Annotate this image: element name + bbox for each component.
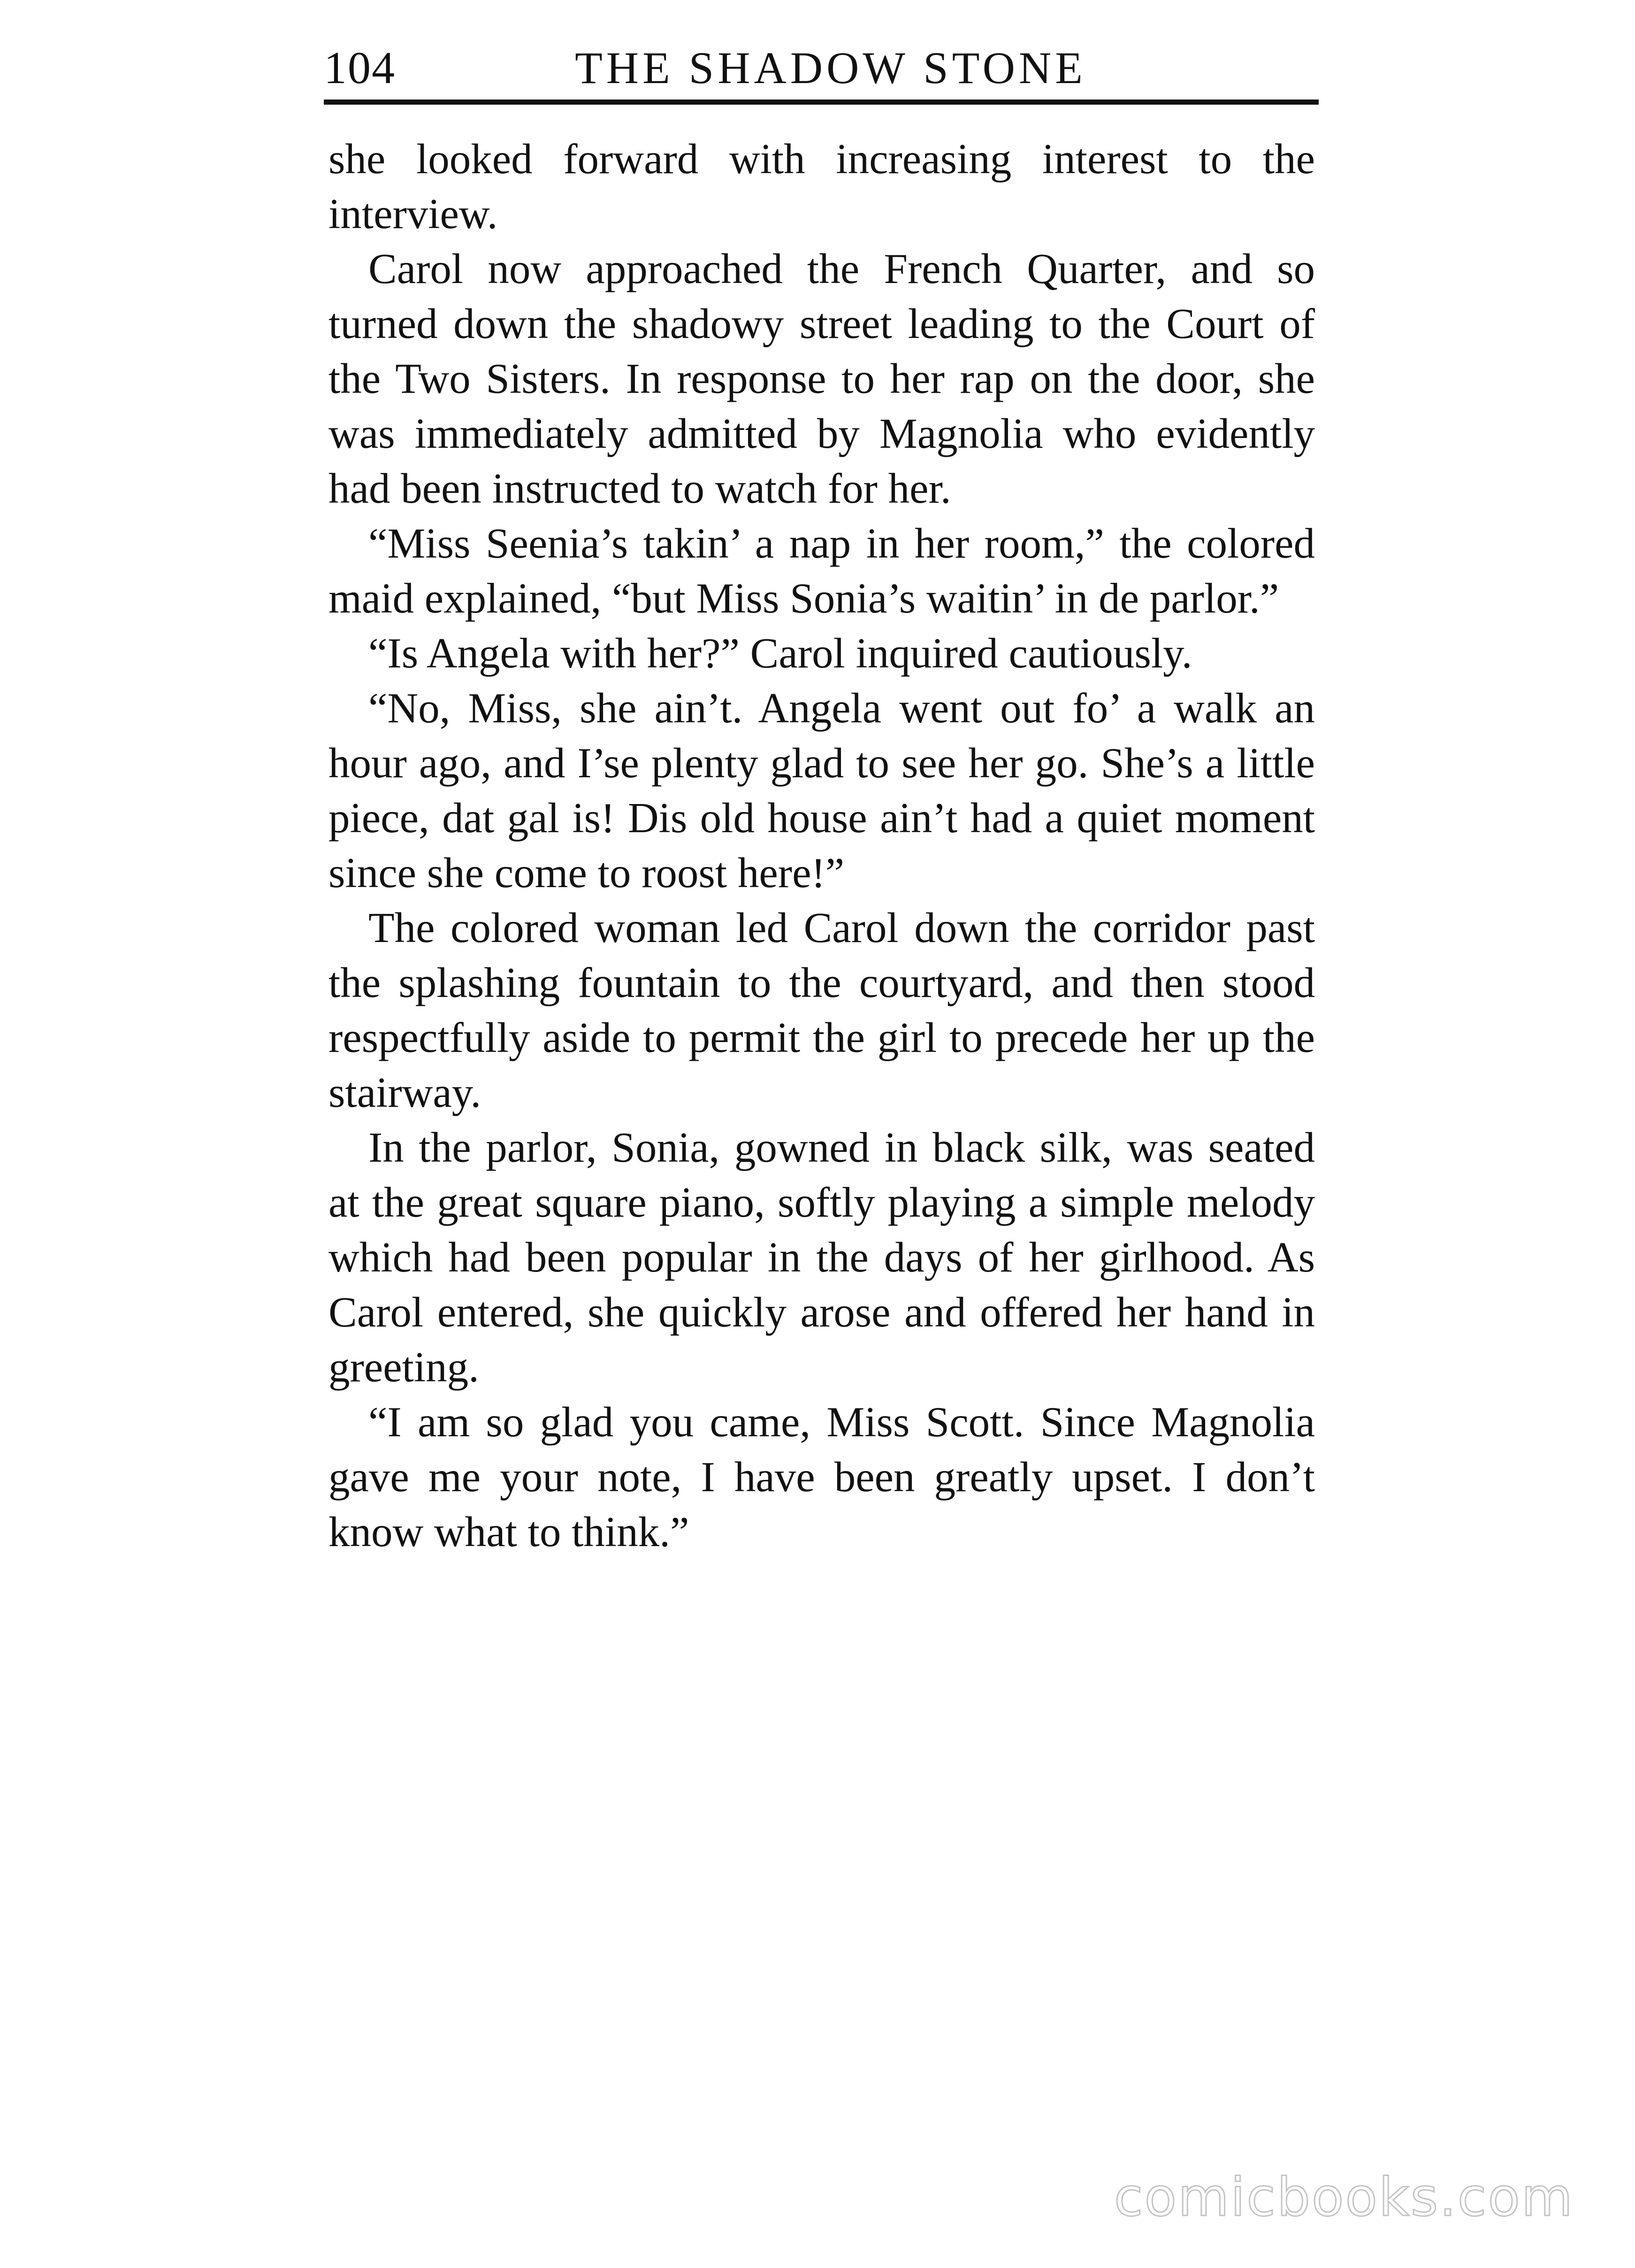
paragraph-7: In the parlor, Sonia, gowned in black silk, was seated at the great square piano, softly playing a simple melody which had been popular in the days of her girlhood. As Carol entered, she quickly arose and offered her hand in greeting.: [329, 1124, 1315, 1391]
paragraph-4: “Is Angela with her?” Carol inquired cautiously.: [368, 629, 1192, 677]
paragraph-1: she looked forward with increasing interest to the interview.: [329, 135, 1315, 238]
watermark: comicbooks.com: [1114, 2167, 1574, 2228]
page-header: [324, 33, 1319, 103]
paragraph-6: The colored woman led Carol down the corridor past the splashing fountain to the courtyard, and then stood respectfully aside to permit the girl to precede her up the stairway.: [329, 904, 1315, 1116]
header-rule: [324, 100, 1319, 105]
paragraph-2: Carol now approached the French Quarter, and so turned down the shadowy street leading to the Court of the Two Sisters. In response to her rap on the door, she was immediately admitted by Magnolia who evidently had been instructed to watch for her.: [329, 245, 1315, 512]
body-text: [329, 131, 1315, 1559]
paragraph-5: “No, Miss, she ain’t. Angela went out fo’ a walk an hour ago, and I’se plenty glad to see her go. She’s a little piece, dat gal is! Dis old house ain’t had a quiet moment since she come to roost here!”: [329, 684, 1315, 896]
page-number: 104: [324, 43, 396, 93]
paragraph-8: “I am so glad you came, Miss Scott. Since Magnolia gave me your note, I have been greatly upset. I don’t know what to think.”: [329, 1398, 1315, 1555]
paragraph-3: “Miss Seenia’s takin’ a nap in her room,” the colored maid explained, “but Miss Sonia’s waitin’ in de parlor.”: [329, 520, 1315, 622]
running-head: THE SHADOW STONE: [575, 43, 1086, 93]
